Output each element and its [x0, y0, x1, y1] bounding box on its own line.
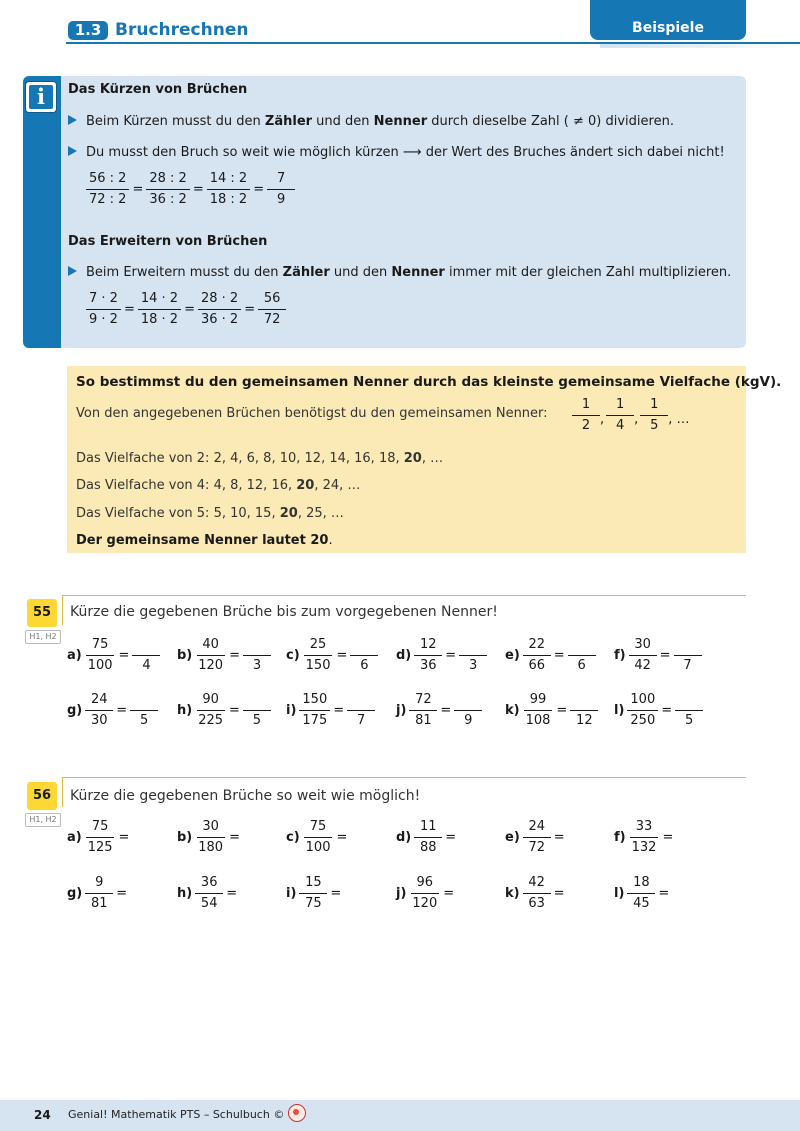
kgv-multiples-2: Das Vielfache von 2: 2, 4, 6, 8, 10, 12, 14, 16, 18, 20, … [76, 451, 444, 466]
ex56-instruction: Kürze die gegebenen Brüche so weit wie möglich! [70, 788, 421, 804]
info-title-kuerzen: Das Kürzen von Brüchen [68, 82, 248, 97]
ex56-item: k) $\frac{42}{63}$ = [505, 875, 565, 911]
answer-blank[interactable]: 6 [350, 636, 378, 675]
ex56-item: i) $\frac{15}{75}$ = [286, 875, 342, 911]
answer-blank[interactable]: 6 [568, 636, 596, 675]
info-box-bar [23, 76, 61, 348]
ex56-item: d) $\frac{11}{88}$ = [396, 819, 457, 855]
ex56-item: g) $\frac{9}{81}$ = [67, 875, 128, 911]
section-number: 1.3 [68, 21, 108, 40]
page-number: 24 [34, 1108, 51, 1122]
kgv-multiples-4: Das Vielfache von 4: 4, 8, 12, 16, 20, 24, … [76, 478, 361, 493]
ex55-item: c) $\frac{25}{150}$ = 6 [286, 636, 378, 675]
bullet-triangle-icon [68, 115, 77, 125]
ex55-item: b) $\frac{40}{120}$ = 3 [177, 636, 271, 675]
info-bullet-1: Beim Kürzen musst du den Zähler und den Nenner durch dieselbe Zahl ( ≠ 0) dividieren. [68, 114, 674, 129]
header-rule-fade [600, 44, 800, 48]
ex56-item: b) $\frac{30}{180}$ = [177, 819, 240, 855]
ex55-tag: H1, H2 [25, 630, 61, 644]
ex56-item: l) $\frac{18}{45}$ = [614, 875, 670, 911]
ex55-item: k) $\frac{99}{108}$ = 12 [505, 691, 598, 730]
ex55-item: i) $\frac{150}{175}$ = 7 [286, 691, 375, 730]
answer-blank[interactable]: 5 [130, 691, 158, 730]
ex55-item: j) $\frac{72}{81}$ = 9 [396, 691, 482, 730]
kgv-fractions: 1 2 , 1 4 , 1 5 , … [572, 396, 690, 435]
answer-blank[interactable]: 7 [347, 691, 375, 730]
ex55-item: l) $\frac{100}{250}$ = 5 [614, 691, 703, 730]
publisher-logo-icon [288, 1104, 306, 1122]
ex56-item: j) $\frac{96}{120}$ = [396, 875, 455, 911]
ex56-item: c) $\frac{75}{100}$ = [286, 819, 348, 855]
answer-blank[interactable]: 3 [459, 636, 487, 675]
bullet-triangle-icon [68, 266, 77, 276]
ex56-vrule [62, 777, 63, 807]
section-title: Bruchrechnen [115, 20, 249, 40]
ex55-instruction: Kürze die gegebenen Brüche bis zum vorgegebenen Nenner! [70, 604, 498, 620]
ex56-item: h) $\frac{36}{54}$ = [177, 875, 238, 911]
answer-blank[interactable]: 12 [570, 691, 598, 730]
footer-text: Genial! Mathematik PTS – Schulbuch © [68, 1108, 285, 1121]
answer-blank[interactable]: 5 [243, 691, 271, 730]
kgv-multiples-5: Das Vielfache von 5: 5, 10, 15, 20, 25, … [76, 506, 344, 521]
ex56-rule [62, 777, 746, 778]
tab-beispiele: Beispiele [590, 0, 746, 40]
answer-blank[interactable]: 5 [675, 691, 703, 730]
answer-blank[interactable]: 7 [674, 636, 702, 675]
info-bullet-3: Beim Erweitern musst du den Zähler und den Nenner immer mit der gleichen Zahl multiplizieren. [68, 265, 731, 280]
ex55-number: 55 [27, 599, 57, 627]
info-bullet-2: Du musst den Bruch so weit wie möglich kürzen ⟶ der Wert des Bruches ändert sich dabei nicht! [68, 145, 725, 160]
ex55-rule [62, 595, 746, 596]
ex56-number: 56 [27, 782, 57, 810]
ex55-item: g) $\frac{24}{30}$ = 5 [67, 691, 158, 730]
ex55-item: e) $\frac{22}{66}$ = 6 [505, 636, 596, 675]
ex55-item: a) $\frac{75}{100}$ = 4 [67, 636, 160, 675]
kgv-intro: Von den angegebenen Brüchen benötigst du den gemeinsamen Nenner: [76, 406, 548, 421]
info-icon: i [26, 82, 56, 112]
kgv-result: Der gemeinsame Nenner lautet 20. [76, 533, 333, 548]
ex55-item: d) $\frac{12}{36}$ = 3 [396, 636, 487, 675]
equation-erweitern: $\frac{7 \cdot 2}{9 \cdot 2}$ = $\frac{14 \cdot 2}{18 \cdot 2}$ = $\frac{28 \cdot 2}{36 \cdot 2}$ = $\frac{56}{72}$ [86, 290, 286, 329]
ex56-item: a) $\frac{75}{125}$ = [67, 819, 130, 855]
answer-blank[interactable]: 9 [454, 691, 482, 730]
answer-blank[interactable]: 4 [132, 636, 160, 675]
kgv-title: So bestimmst du den gemeinsamen Nenner durch das kleinste gemeinsame Vielfache (kgV). [76, 374, 782, 390]
ex56-item: f) $\frac{33}{132}$ = [614, 819, 674, 855]
ex55-item: f) $\frac{30}{42}$ = 7 [614, 636, 702, 675]
answer-blank[interactable]: 3 [243, 636, 271, 675]
ex55-item: h) $\frac{90}{225}$ = 5 [177, 691, 271, 730]
ex56-tag: H1, H2 [25, 813, 61, 827]
ex56-item: e) $\frac{24}{72}$ = [505, 819, 565, 855]
bullet-triangle-icon [68, 146, 77, 156]
equation-kuerzen: $\frac{56 : 2}{72 : 2}$ = $\frac{28 : 2}{36 : 2}$ = $\frac{14 : 2}{18 : 2}$ = $\frac{7}{9}$ [86, 170, 295, 209]
ex55-vrule [62, 595, 63, 625]
info-title-erweitern: Das Erweitern von Brüchen [68, 234, 268, 249]
